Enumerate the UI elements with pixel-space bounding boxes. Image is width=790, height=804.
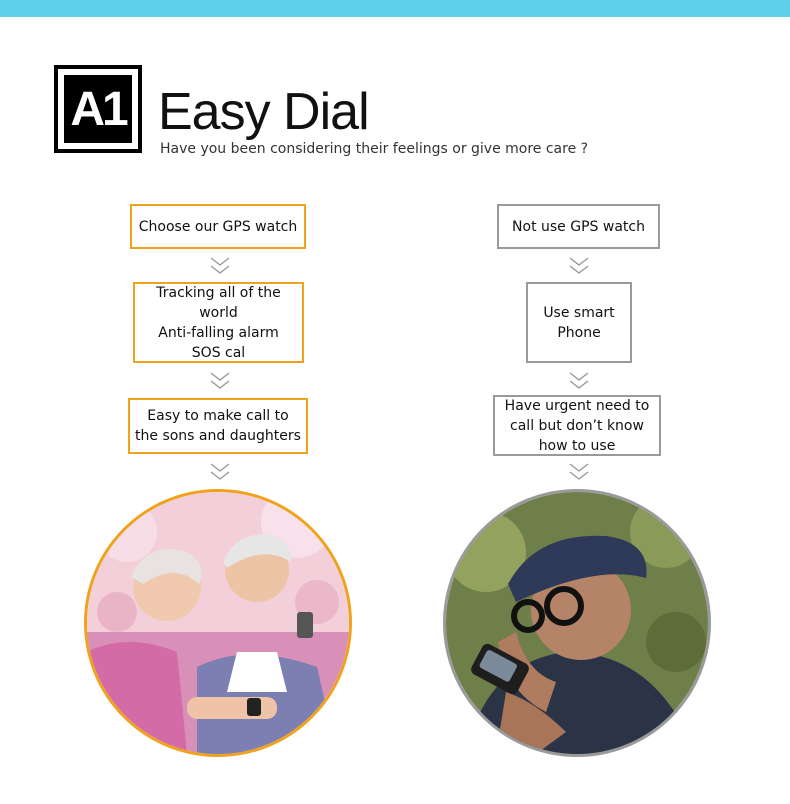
happy-couple-photo (84, 489, 352, 757)
page-title: Easy Dial (158, 83, 369, 141)
right-step-1: Not use GPS watch (497, 204, 660, 249)
chevron-down-icon (568, 255, 590, 277)
chevron-down-icon (209, 461, 231, 483)
top-accent-bar (0, 0, 790, 17)
logo-text: A1 (64, 75, 132, 143)
chevron-down-icon (568, 461, 590, 483)
happy-couple-with-watch-icon (87, 492, 349, 754)
left-step-3: Easy to make call to the sons and daughters (128, 398, 308, 454)
right-step-3: Have urgent need to call but don’t know how to use (493, 395, 661, 456)
logo (54, 65, 142, 153)
chevron-down-icon (209, 370, 231, 392)
right-step-2: Use smart Phone (526, 282, 632, 363)
old-man-struggling-with-phone-icon (446, 492, 708, 754)
left-step-1: Choose our GPS watch (130, 204, 306, 249)
chevron-down-icon (568, 370, 590, 392)
chevron-down-icon (209, 255, 231, 277)
old-man-phone-photo (443, 489, 711, 757)
page-subtitle: Have you been considering their feelings or give more care ? (160, 141, 589, 157)
left-step-2: Tracking all of the world Anti-falling alarm SOS cal (133, 282, 304, 363)
